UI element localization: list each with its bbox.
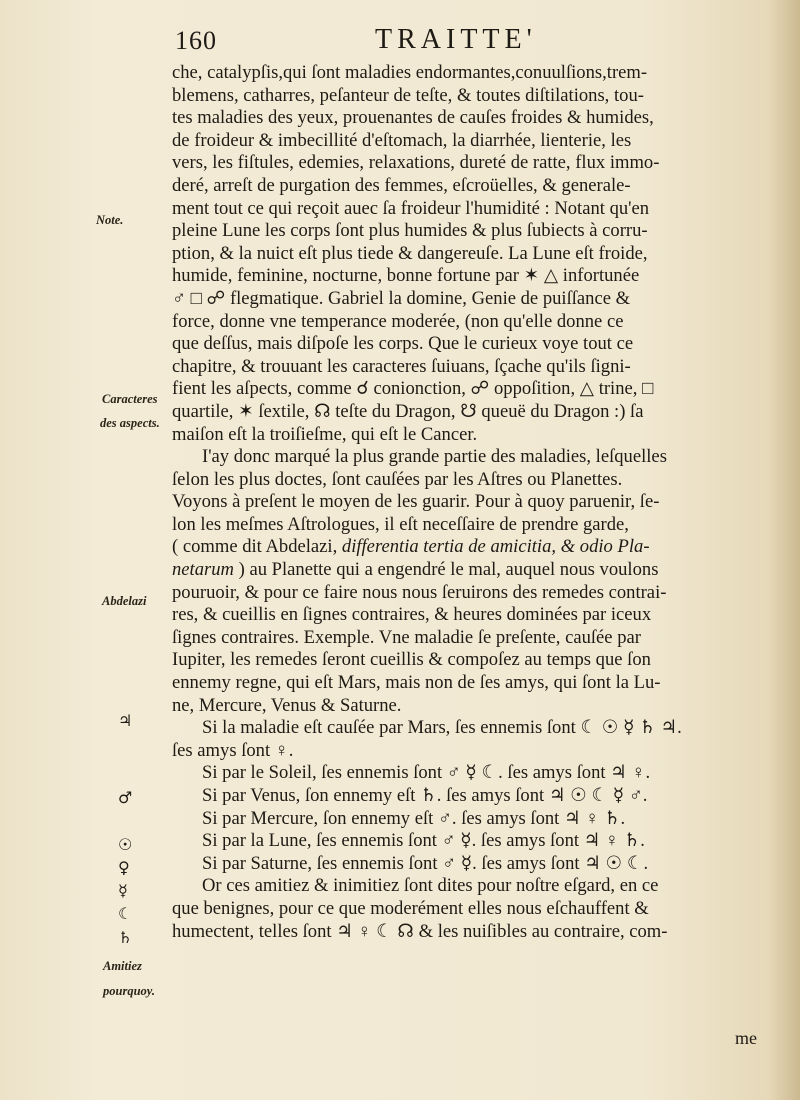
planet-row-sun: Si par le Soleil, ſes ennemis ſont ♂ ☿ ☾. ſes amys ſont ♃ ♀. <box>202 762 651 784</box>
margin-note-abdelazi: Abdelazi <box>102 594 147 608</box>
planet-row-mercury: Si par Mercure, ſon ennemy eſt ♂. ſes amys ſont ♃ ♀ ♄. <box>202 807 626 829</box>
planet-row-venus: Si par Venus, ſon ennemy eſt ♄. ſes amys ſont ♃ ☉ ☾ ☿ ♂. <box>202 785 648 806</box>
text-line: de froideur & imbecillité d'eſtomach, la diarrhée, lienterie, les <box>172 129 632 151</box>
margin-note-caracteres: Caracteres <box>102 392 158 406</box>
margin-note-amitiez: Amitiez <box>103 959 142 973</box>
text-line: res, & cueillis en ſignes contraires, & heures dominées par iceux <box>172 604 652 626</box>
text-line: chapitre, & trouuant les caracteres ſuiuans, ſçache qu'ils ſigni- <box>172 355 631 377</box>
page-number: 160 <box>175 26 217 55</box>
latin-citation-end: netarum <box>172 559 234 581</box>
text-line: ption, & la nuict eſt plus tiede & dangereuſe. La Lune eſt froide, <box>172 242 648 264</box>
saturn-icon: ♄ <box>118 928 133 947</box>
text-line: Iupiter, les remedes ſeront cueillis & compoſez au temps que ſon <box>172 649 651 671</box>
margin-note-pourquoy: pourquoy. <box>103 984 155 998</box>
latin-citation: differentia tertia de amicitia, & odio Pla- <box>341 536 650 558</box>
margin-note-note: Note. <box>96 213 124 227</box>
text-line: ſelon les plus doctes, ſont cauſées par les Aſtres ou Planettes. <box>172 468 623 490</box>
citation-continuation: ) au Planette qui a engendré le mal, auquel nous voulons <box>233 559 659 581</box>
sun-icon: ☉ <box>118 835 133 854</box>
text-line: pouruoir, & pour ce faire nous nous ſeruirons des remedes contrai- <box>172 581 667 603</box>
text-line: Or ces amitiez & inimitiez ſont dites pour noſtre eſgard, en ce <box>202 875 659 897</box>
text-line: deré, arreſt de purgation des femmes, eſcroüelles, & generale- <box>172 174 631 196</box>
planet-row-moon: Si par la Lune, ſes ennemis ſont ♂ ☿. ſes amys ſont ♃ ♀ ♄. <box>202 830 645 852</box>
running-title: TRAITTE' <box>375 24 537 55</box>
text-line: pleine Lune les corps ſont plus humides & plus ſubiects à corru- <box>172 220 648 242</box>
text-line: ne, Mercure, Venus & Saturne. <box>172 694 402 716</box>
main-text <box>172 62 767 943</box>
text-line: Voyons à preſent le moyen de les guarir. Pour à quoy paruenir, ſe- <box>172 491 660 513</box>
text-line: vers, les fiſtules, edemies, relaxations, dureté de ratte, flux immo- <box>172 152 660 174</box>
page-header <box>175 20 735 62</box>
text-line: che, catalypſis,qui ſont maladies endormantes,conuulſions,trem- <box>172 62 648 83</box>
text-line: I'ay donc marqué la plus grande partie des maladies, leſquelles <box>202 446 667 468</box>
abdelazi-citation: ( comme dit Abdelazi, <box>172 536 342 558</box>
text-line: ſignes contraires. Exemple. Vne maladie ſe preſente, cauſée par <box>172 626 641 648</box>
venus-icon: ♀ <box>118 858 130 877</box>
text-line: ment tout ce qui reçoit auec ſa froideur l'humidité : Notant qu'en <box>172 197 650 219</box>
text-line: humectent, telles ſont ♃ ♀ ☾ ☊ & les nuiſibles au contraire, com- <box>172 920 668 942</box>
text-line: ennemy regne, qui eſt Mars, mais non de ſes amys, qui ſont la Lu- <box>172 672 661 694</box>
text-line <box>172 559 767 582</box>
jupiter-icon: ♃ <box>118 711 133 730</box>
text-line: blemens, catharres, peſanteur de teſte, & toutes diſtilations, tou- <box>172 84 644 106</box>
planet-row-saturn: Si par Saturne, ſes ennemis ſont ♂ ☿. ſes amys ſont ♃ ☉ ☾. <box>202 852 649 874</box>
text-line: que deſſus, mais diſpoſe les corps. Que le curieux voye tout ce <box>172 333 634 355</box>
margin-note-des-aspects: des aspects. <box>100 416 160 430</box>
text-line: tes maladies des yeux, prouenantes de cauſes froides & humides, <box>172 107 654 129</box>
text-line: lon les meſmes Aſtrologues, il eſt neceſſaire de prendre garde, <box>172 513 629 535</box>
text-line: maiſon eſt la troiſieſme, qui eſt le Cancer. <box>172 423 478 445</box>
text-line: fient les aſpects, comme ☌ conionction, ☍ oppoſition, △ trine, □ <box>172 378 654 400</box>
text-line: force, donne vne temperance moderée, (non qu'elle donne ce <box>172 310 624 332</box>
planet-row-mars: Si la maladie eſt cauſée par Mars, ſes ennemis ſont ☾ ☉ ☿ ♄ ♃. <box>202 717 682 739</box>
text-line: quartile, ✶ ſextile, ☊ teſte du Dragon, ☋ queuë du Dragon :) ſa <box>172 400 644 422</box>
text-line: ♂ □ ☍ flegmatique. Gabriel la domine, Genie de puiſſance & <box>172 287 631 309</box>
moon-icon: ☾ <box>118 904 133 923</box>
text-line <box>172 536 767 559</box>
catchword: me <box>735 1028 757 1048</box>
text-line: humide, feminine, nocturne, bonne fortune par ✶ △ infortunée <box>172 265 640 287</box>
mars-icon: ♂ <box>118 788 133 807</box>
mercury-icon: ☿ <box>118 881 128 900</box>
text-line: que benignes, pour ce que moderément elles nous eſchauffent & <box>172 897 649 919</box>
planet-row-mars-friends: ſes amys ſont ♀. <box>172 739 294 761</box>
